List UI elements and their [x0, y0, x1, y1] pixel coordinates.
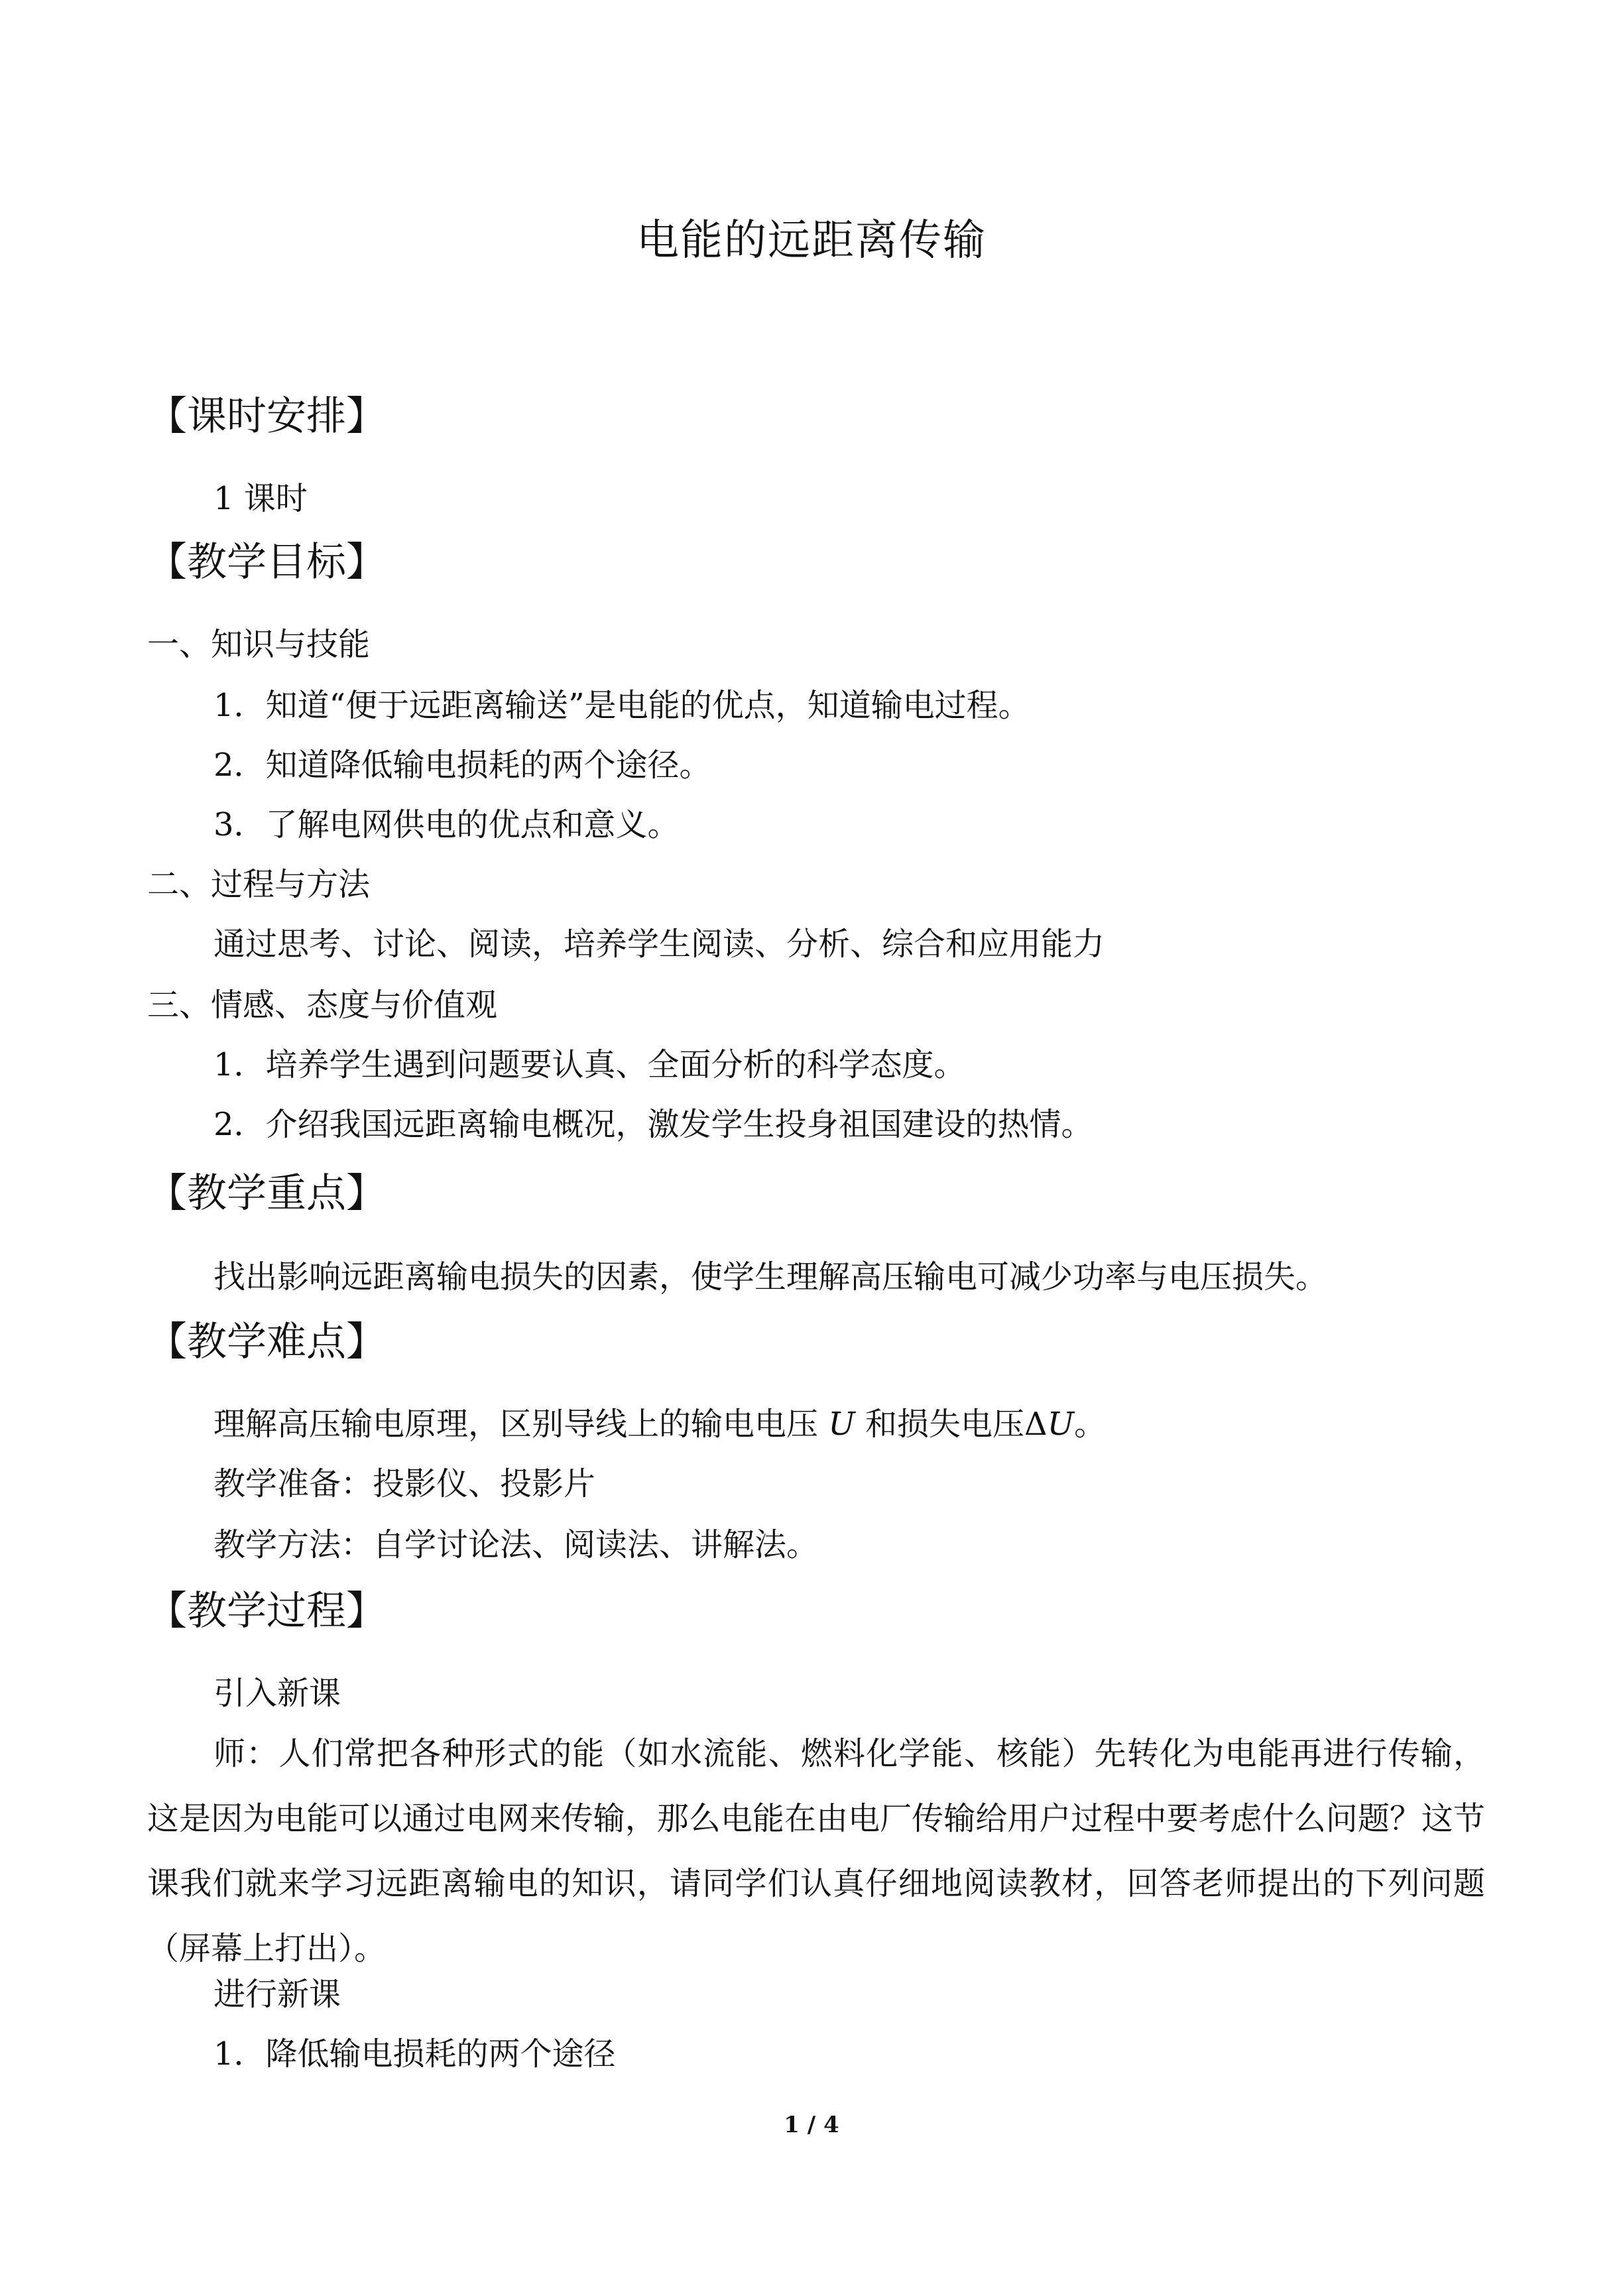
objectives-part1-title: 一、知识与技能 [147, 626, 371, 663]
objectives-part3-item-1: 1．培养学生遇到问题要认真、全面分析的科学态度。 [213, 1046, 966, 1083]
teaching-preparation: 教学准备：投影仪、投影片 [213, 1465, 596, 1502]
objectives-part1-item-3: 3．了解电网供电的优点和意义。 [213, 806, 680, 843]
difficulties-text [213, 1403, 1106, 1445]
objectives-part1-item-2: 2．知道降低输电损耗的两个途径。 [213, 747, 711, 784]
objectives-part2-title: 二、过程与方法 [147, 866, 371, 903]
objectives-part3-item-2: 2．介绍我国远距离输电概况，激发学生投身祖国建设的热情。 [213, 1106, 1093, 1143]
variable-u-loss: U [1047, 1406, 1075, 1443]
document-title: 电能的远距离传输 [636, 216, 987, 265]
difficulties-text-part1: 理解高压输电原理，区别导线上的输电电压 [213, 1406, 829, 1443]
objectives-part3-title: 三、情感、态度与价值观 [147, 987, 498, 1024]
section-heading-key-points: 【教学重点】 [147, 1170, 386, 1217]
delta-symbol: Δ [1024, 1406, 1048, 1443]
objectives-part1-item-1: 1．知道“便于远距离输送”是电能的优点，知道输电过程。 [213, 687, 1030, 724]
section-heading-objectives: 【教学目标】 [147, 539, 386, 585]
section-heading-process: 【教学过程】 [147, 1588, 386, 1634]
schedule-text: 1 课时 [213, 480, 308, 517]
teaching-methods: 教学方法：自学讨论法、阅读法、讲解法。 [213, 1526, 819, 1563]
variable-u: U [828, 1406, 855, 1443]
section-heading-difficulties: 【教学难点】 [147, 1319, 386, 1365]
key-points-text: 找出影响远距离输电损失的因素，使学生理解高压输电可减少功率与电压损失。 [213, 1258, 1328, 1296]
difficulties-text-part2: 和损失电压 [855, 1406, 1024, 1443]
objectives-part2-text: 通过思考、讨论、阅读，培养学生阅读、分析、综合和应用能力 [213, 926, 1105, 963]
new-lesson-label: 进行新课 [213, 1976, 341, 2013]
subheading-reduce-loss: 1．降低输电损耗的两个途径 [213, 2035, 616, 2073]
page-number: 1 / 4 [784, 2112, 839, 2138]
section-heading-schedule: 【课时安排】 [147, 393, 386, 440]
intro-paragraph: 师：人们常把各种形式的能（如水流能、燃料化学能、核能）先转化为电能再进行传输，这是因为电能可以通过电网来传输，那么电能在由电厂传输给用户过程中要考虑什么问题？这节课我们就来学习远距离输电的知识，请同学们认真仔细地阅读教材，回答老师提出的下列问题（屏幕上打出）。 [147, 1735, 1485, 1967]
intro-label: 引入新课 [213, 1675, 341, 1712]
difficulties-text-part3: 。 [1074, 1406, 1107, 1443]
